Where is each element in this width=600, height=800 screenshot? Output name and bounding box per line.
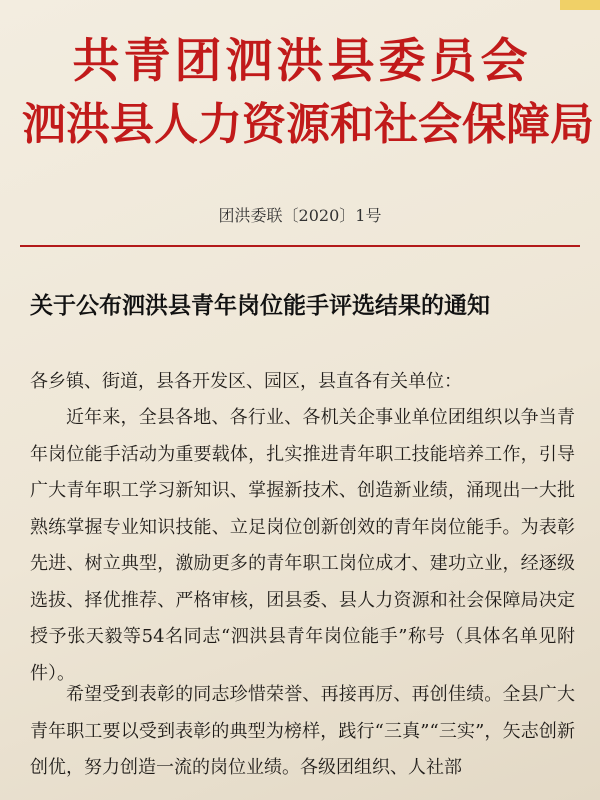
document-number: 团洪委联〔2020〕1号 bbox=[218, 206, 382, 225]
red-divider-line bbox=[20, 245, 580, 247]
corner-tab bbox=[560, 0, 600, 10]
body-paragraph-1: 近年来，全县各地、各行业、各机关企事业单位团组织以争当青年岗位能手活动为重要载体，扎实推进青年职工技能培养工作，引导广大青年职工学习新知识、掌握新技术、创造新业绩，涌现出一大批熟练掌握专业知识技能、立足岗位创新创效的青年岗位能手。为表彰先进、树立典型，激励更多的青年职工岗位成才、建功立业，经逐级选拔、择优推荐、严格审核，团县委、县人力资源和社会保障局决定授予张天毅等54名同志“泗洪县青年岗位能手”称号（具体名单见附件）。 bbox=[30, 407, 575, 684]
body-paragraph-2: 希望受到表彰的同志珍惜荣誉、再接再厉、再创佳绩。全县广大青年职工要以受到表彰的典型为榜样，践行“三真”“三实”，矢志创新创优，努力创造一流的岗位业绩。各级团组织、人社部 bbox=[30, 684, 575, 778]
salutation: 各乡镇、街道，县各开发区、园区，县直各有关单位： bbox=[30, 371, 462, 392]
issuing-org-line1: 共青团泗洪县委员会 bbox=[72, 34, 532, 89]
document-title: 关于公布泗洪县青年岗位能手评选结果的通知 bbox=[30, 293, 490, 319]
issuing-org-line2: 泗洪县人力资源和社会保障局 bbox=[22, 99, 594, 150]
